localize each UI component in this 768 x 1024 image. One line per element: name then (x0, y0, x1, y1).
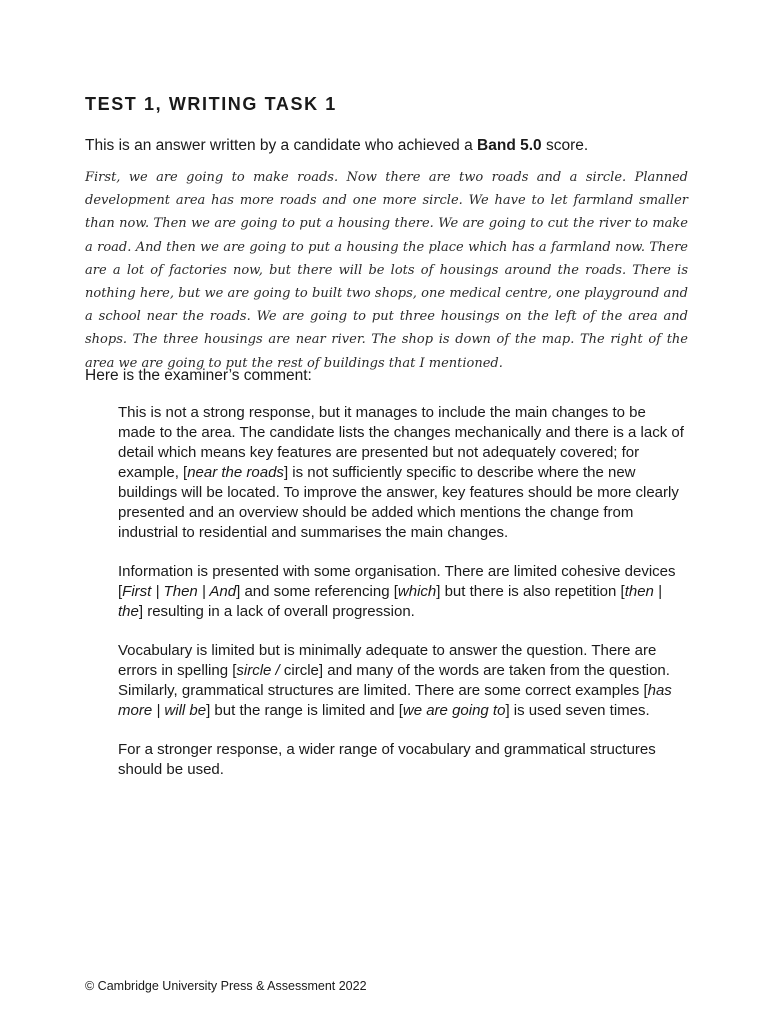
comment-text: ] but the range is limited and [ (206, 702, 403, 719)
examiner-comment-paragraph-2 (118, 562, 686, 622)
intro-text-before: This is an answer written by a candidate who achieved a (85, 137, 478, 154)
comment-quote: near the roads (187, 464, 284, 481)
candidate-answer: First, we are going to make roads. Now there are two roads and a sircle. Planned development area has more roads and one more sircle. We have to let farmland smaller than now. Then we are going to put a housing there. We are going to cut the river to make a road. And then we are going to put a housing the place which has a farmland now. There are a lot of factories now, but there will be lots of housings around the roads. There is nothing here, but we are going to built two shops, one medical centre, one playground and a school near the roads. We are going to put three housings on the left of the area and shops. The three housings are near river. The shop is down of the map. The right of the area we are going to put the rest of buildings that I mentioned. (85, 170, 688, 371)
comment-quote: has more | will be (118, 682, 672, 719)
intro-text (85, 136, 685, 156)
comment-text: ] and some referencing [ (236, 583, 398, 600)
comment-text: This is not a strong response, but it manages to include the main changes to be made to the area. The candidate lists the changes mechanically and there is a lack of detail which means key features are presented but not adequately covered; for example, [ (118, 404, 684, 481)
page-title: TEST 1, WRITING TASK 1 (85, 94, 337, 114)
examiner-comment-paragraph-3 (118, 641, 686, 721)
comment-text: ] is not sufficiently specific to describe where the new buildings will be located. To improve the answer, key features should be more clearly presented and an overview should be added which mentions the change from industrial to residential and summarises the main changes. (118, 464, 679, 541)
examiner-comment-paragraph-1 (118, 403, 686, 543)
comment-quote: First | Then | And (122, 583, 237, 600)
comment-text: Information is presented with some organisation. There are limited cohesive devices [ (118, 563, 676, 600)
comment-text: ] resulting in a lack of overall progression. (138, 603, 415, 620)
comment-quote: then | the (118, 583, 662, 620)
comment-text: circle] and many of the words are taken from the question. Similarly, grammatical structures are limited. There are some correct examples [ (118, 662, 670, 699)
copyright-footer: © Cambridge University Press & Assessment 2022 (85, 979, 367, 993)
comment-quote: which (397, 583, 437, 600)
comment-quote: sircle / (236, 662, 280, 679)
comment-text: ] but there is also repetition [ (436, 583, 625, 600)
examiner-heading: Here is the examiner’s comment: (85, 367, 312, 384)
intro-text-after: score. (541, 137, 589, 154)
comment-text: Vocabulary is limited but is minimally adequate to answer the question. There are errors in spelling [ (118, 642, 657, 679)
comment-quote: we are going to (402, 702, 506, 719)
band-score: Band 5.0 (477, 137, 542, 154)
comment-text: ] is used seven times. (505, 702, 650, 719)
examiner-comment-paragraph-4: For a stronger response, a wider range of vocabulary and grammatical structures should be used. (118, 741, 656, 778)
